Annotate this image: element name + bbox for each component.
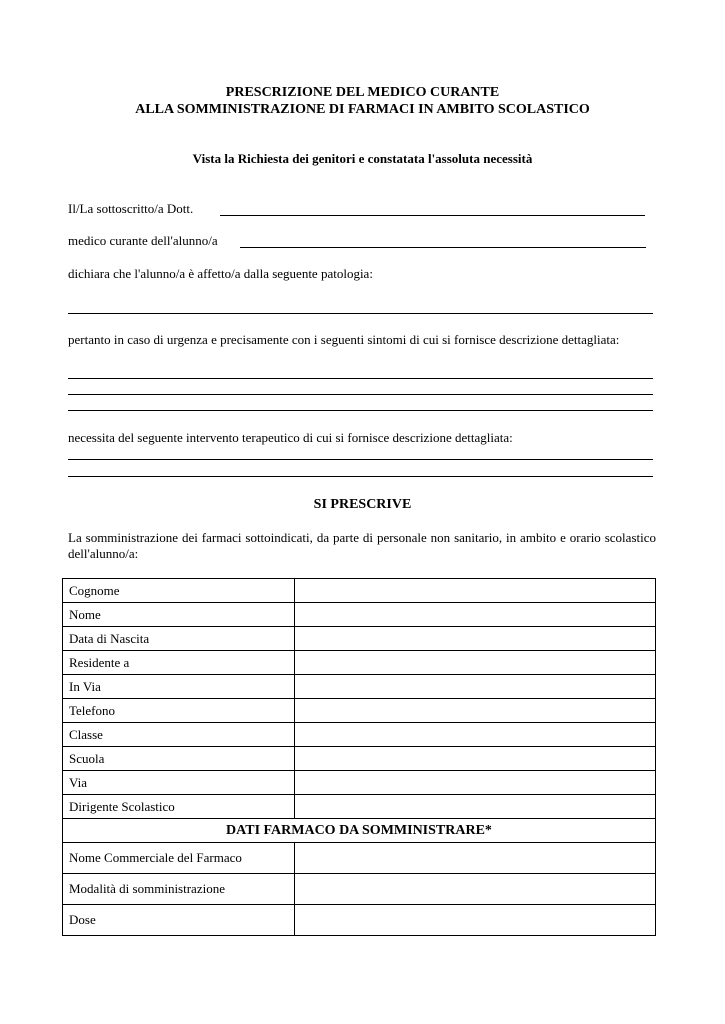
row-label-modalita: Modalità di somministrazione — [63, 874, 295, 905]
row-label-dose: Dose — [63, 905, 295, 936]
pathology-label: dichiara che l'alunno/a è affetto/a dalla seguente patologia: — [68, 266, 373, 281]
symptoms-label: pertanto in caso di urgenza e precisamente con i seguenti sintomi di cui si fornisce descrizione dettagliata: — [68, 332, 620, 347]
table-row — [63, 795, 656, 819]
doctor-name-line[interactable] — [220, 215, 645, 216]
table-row — [63, 747, 656, 771]
row-value-residente[interactable] — [295, 651, 656, 675]
row-value-cognome[interactable] — [295, 579, 656, 603]
student-data-table — [62, 578, 656, 936]
intervention-line-2[interactable] — [68, 476, 653, 477]
row-label-scuola: Scuola — [63, 747, 295, 771]
row-value-dose[interactable] — [295, 905, 656, 936]
drug-section-heading: DATI FARMACO DA SOMMINISTRARE* — [63, 819, 656, 843]
table-row — [63, 651, 656, 675]
student-name-line[interactable] — [240, 247, 646, 248]
table-row — [63, 603, 656, 627]
table-row — [63, 905, 656, 936]
table-row — [63, 699, 656, 723]
prescription-heading: SI PRESCRIVE — [313, 497, 412, 512]
document-title-line2: ALLA SOMMINISTRAZIONE DI FARMACI IN AMBITO SCOLASTICO — [135, 102, 590, 117]
table-row — [63, 579, 656, 603]
student-label: medico curante dell'alunno/a — [68, 233, 218, 248]
row-label-nome: Nome — [63, 603, 295, 627]
table-row — [63, 627, 656, 651]
row-value-scuola[interactable] — [295, 747, 656, 771]
row-label-residente: Residente a — [63, 651, 295, 675]
row-value-via[interactable] — [295, 675, 656, 699]
table-row — [63, 771, 656, 795]
symptoms-line-2[interactable] — [68, 394, 653, 395]
row-value-classe[interactable] — [295, 723, 656, 747]
table-row — [63, 723, 656, 747]
pathology-line[interactable] — [68, 313, 653, 314]
prescription-text: La somministrazione dei farmaci sottoindicati, da parte di personale non sanitario, in ambito e orario scolastico dell'alunno/a: — [68, 530, 656, 561]
symptoms-line-1[interactable] — [68, 378, 653, 379]
row-value-nome-farmaco[interactable] — [295, 843, 656, 874]
intervention-line-1[interactable] — [68, 459, 653, 460]
document-title-line1: PRESCRIZIONE DEL MEDICO CURANTE — [225, 85, 500, 100]
row-value-data-nascita[interactable] — [295, 627, 656, 651]
row-value-modalita[interactable] — [295, 874, 656, 905]
intervention-label: necessita del seguente intervento terapeutico di cui si fornisce descrizione dettagliata: — [68, 430, 513, 445]
row-value-via-scuola[interactable] — [295, 771, 656, 795]
row-label-classe: Classe — [63, 723, 295, 747]
row-value-nome[interactable] — [295, 603, 656, 627]
row-label-via-scuola: Via — [63, 771, 295, 795]
doctor-label: Il/La sottoscritto/a Dott. — [68, 201, 194, 216]
table-row — [63, 675, 656, 699]
table-row — [63, 843, 656, 874]
row-label-data-nascita: Data di Nascita — [63, 627, 295, 651]
row-value-telefono[interactable] — [295, 699, 656, 723]
row-label-telefono: Telefono — [63, 699, 295, 723]
table-row — [63, 874, 656, 905]
row-value-dirigente[interactable] — [295, 795, 656, 819]
row-label-via: In Via — [63, 675, 295, 699]
symptoms-line-3[interactable] — [68, 410, 653, 411]
row-label-cognome: Cognome — [63, 579, 295, 603]
document-subtitle: Vista la Richiesta dei genitori e constatata l'assoluta necessità — [192, 151, 533, 166]
table-section-row — [63, 819, 656, 843]
row-label-dirigente: Dirigente Scolastico — [63, 795, 295, 819]
row-label-nome-farmaco: Nome Commerciale del Farmaco — [63, 843, 295, 874]
